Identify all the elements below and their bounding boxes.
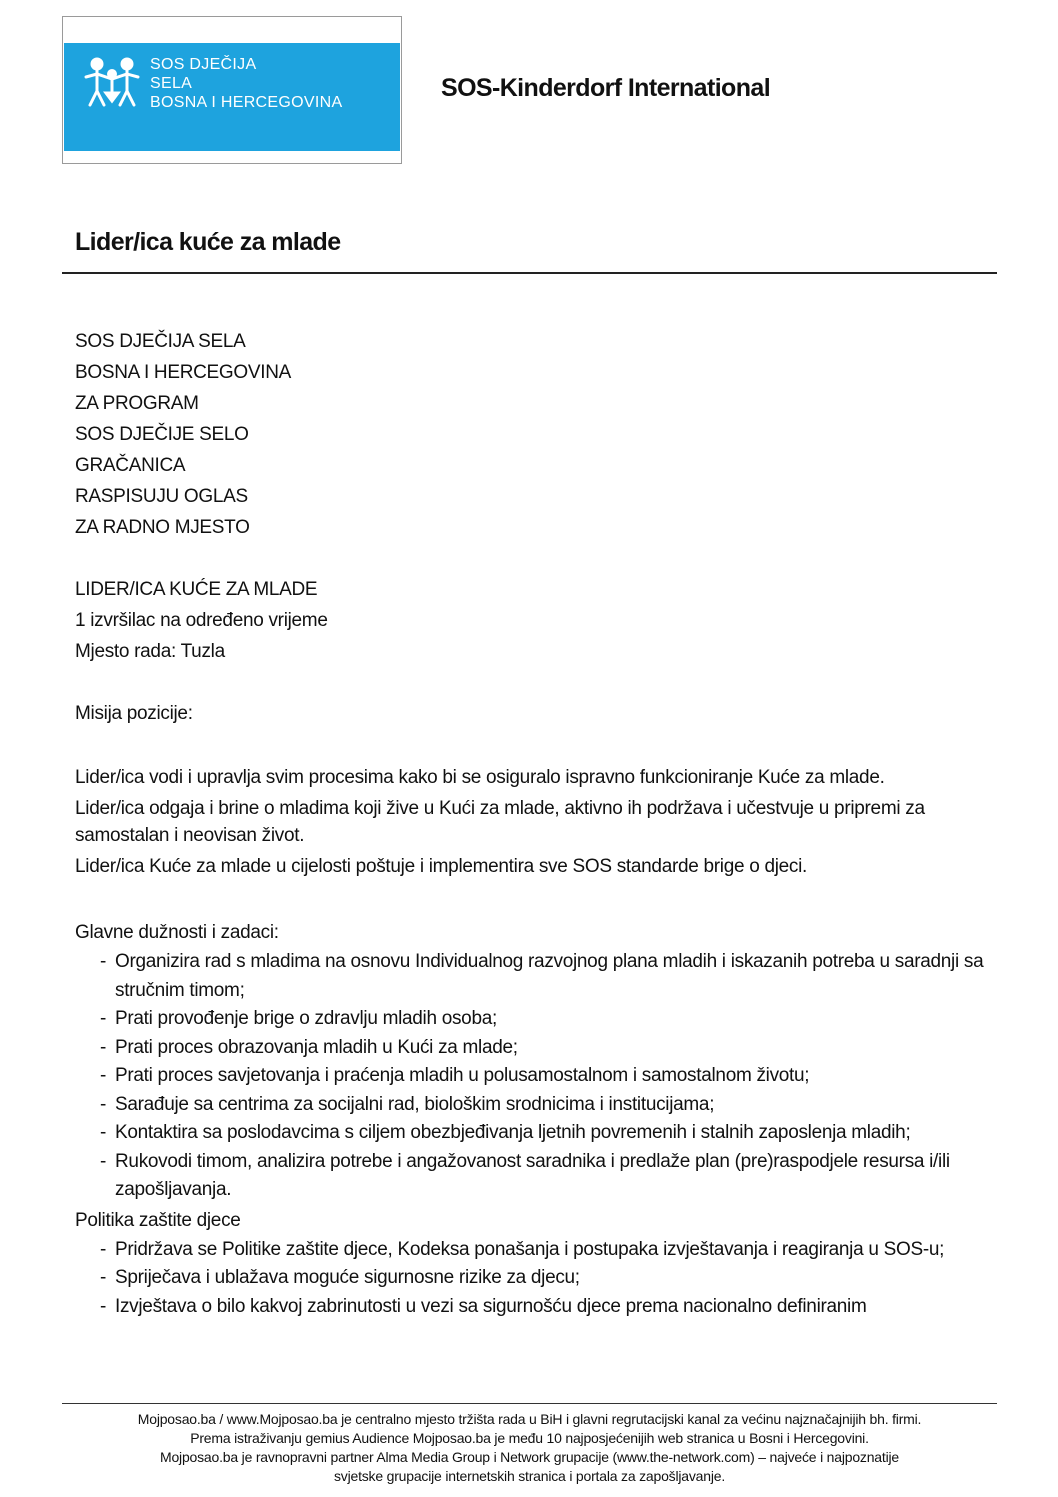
duties-heading: Glavne dužnosti i zadaci: xyxy=(75,922,279,943)
footer-line: Prema istraživanju gemius Audience Mojposao.ba je među 10 najposjećenijih web stranica u Bosni i Hercegovini. xyxy=(190,1430,869,1446)
page-footer xyxy=(62,1410,997,1486)
job-description xyxy=(75,326,990,1321)
list-item: - Prati proces obrazovanja mladih u Kući za mlade; xyxy=(100,1036,518,1058)
list-item-text: Spriječava i ublažava moguće sigurnosne rizike za djecu; xyxy=(115,1267,580,1288)
spacer xyxy=(75,884,990,917)
list-item-text: Prati proces obrazovanja mladih u Kući za mlade; xyxy=(115,1036,518,1058)
intro-line: SOS DJEČIJE SELO xyxy=(75,424,249,445)
duties-list xyxy=(75,948,990,1205)
intro-line: ZA PROGRAM xyxy=(75,393,199,414)
intro-line: SOS DJEČIJA SELA xyxy=(75,331,246,352)
list-item: - Kontaktira sa poslodavcima s ciljem obezbjeđivanja ljetnih povremenih i stalnih zaposlenja mladih; xyxy=(100,1122,911,1143)
list-item: - Spriječava i ublažava moguće sigurnosne rizike za djecu; xyxy=(100,1267,580,1288)
list-item-text: Pridržava se Politike zaštite djece, Kodeksa ponašanja i postupaka izvještavanja i reagiranja u SOS-u; xyxy=(115,1238,945,1260)
mission-paragraph: Lider/ica odgaja i brine o mladima koji žive u Kući za mlade, aktivno ih podržava i učestvuje u pripremi za samostalan i neovisan život. xyxy=(75,798,925,846)
organization-name: SOS-Kinderdorf International xyxy=(441,74,771,102)
mission-paragraph: Lider/ica vodi i upravlja svim procesima kako bi se osiguralo ispravno funkcioniranje Kuće za mlade. xyxy=(75,767,885,788)
intro-line: ZA RADNO MJESTO xyxy=(75,517,250,538)
list-item-text: Rukovodi timom, analizira potrebe i angažovanost saradnika i predlaže plan (pre)raspodjele resursa i/ili zapošljavanja. xyxy=(115,1150,950,1200)
spacer xyxy=(75,667,990,698)
intro-line: RASPISUJU OGLAS xyxy=(75,486,248,507)
logo-line: SELA xyxy=(150,75,193,92)
intro-line: GRAČANICA xyxy=(75,455,186,476)
list-item-text: Kontaktira sa poslodavcima s ciljem obezbjeđivanja ljetnih povremenih i stalnih zaposlenja mladih; xyxy=(115,1122,911,1143)
title-divider xyxy=(62,272,997,274)
footer-line: svjetske grupacije internetskih stranica i portala za zapošljavanje. xyxy=(333,1468,726,1484)
logo-banner xyxy=(64,43,400,151)
job-title: Lider/ica kuće za mlade xyxy=(75,228,341,256)
position-line: 1 izvršilac na određeno vrijeme xyxy=(75,610,328,631)
list-item: - Prati provođenje brige o zdravlju mladih osoba; xyxy=(100,1008,497,1029)
list-item: - Rukovodi timom, analizira potrebe i angažovanost saradnika i predlaže plan (pre)raspodjele resursa i/ili zapošljavanja. xyxy=(100,1150,950,1200)
list-item: - Prati proces savjetovanja i praćenja mladih u polusamostalnom i samostalnom životu; xyxy=(100,1065,810,1086)
logo-line: SOS DJEČIJA xyxy=(150,56,257,73)
position-line: Mjesto rada: Tuzla xyxy=(75,641,225,662)
policy-list xyxy=(75,1236,990,1322)
list-item: - Sarađuje sa centrima za socijalni rad, biološkim srodnicima i institucijama; xyxy=(100,1093,715,1115)
list-item: - Izvještava o bilo kakvoj zabrinutosti u vezi sa sigurnošću djece prema nacionalno definiranim xyxy=(100,1295,867,1317)
spacer xyxy=(75,729,990,764)
position-line: LIDER/ICA KUĆE ZA MLADE xyxy=(75,579,318,600)
spacer xyxy=(75,543,990,574)
list-item-text: Organizira rad s mladima na osnovu Individualnog razvojnog plana mladih i iskazanih potreba u saradnji sa stručnim timom; xyxy=(115,951,984,1001)
logo-wordmark xyxy=(150,55,342,112)
list-item-text: Prati provođenje brige o zdravlju mladih osoba; xyxy=(115,1008,497,1029)
list-item-text: Sarađuje sa centrima za socijalni rad, biološkim srodnicima i institucijama; xyxy=(115,1093,715,1115)
list-item: - Organizira rad s mladima na osnovu Individualnog razvojnog plana mladih i iskazanih potreba u saradnji sa stručnim timom; xyxy=(100,951,984,1001)
logo-line: BOSNA I HERCEGOVINA xyxy=(150,94,343,111)
list-item-text: Izvještava o bilo kakvoj zabrinutosti u vezi sa sigurnošću djece prema nacionalno definiranim xyxy=(115,1295,867,1317)
mission-heading: Misija pozicije: xyxy=(75,703,193,724)
mission-paragraph: Lider/ica Kuće za mlade u cijelosti poštuje i implementira sve SOS standarde brige o djeci. xyxy=(75,856,808,877)
organization-logo xyxy=(62,16,402,164)
footer-line: Mojposao.ba / www.Mojposao.ba je centralno mjesto tržišta rada u BiH i glavni regrutacijski kanal za većinu najznačajnijih bh. firmi. xyxy=(137,1411,922,1427)
policy-heading: Politika zaštite djece xyxy=(75,1209,241,1231)
list-item: - Pridržava se Politike zaštite djece, Kodeksa ponašanja i postupaka izvještavanja i reagiranja u SOS-u; xyxy=(100,1238,945,1260)
footer-line: Mojposao.ba je ravnopravni partner Alma Media Group i Network grupacije (www.the-network.com) – najveće i najpoznatije xyxy=(160,1449,899,1465)
intro-line: BOSNA I HERCEGOVINA xyxy=(75,362,292,383)
footer-divider xyxy=(62,1403,997,1404)
sos-children-emblem-icon xyxy=(82,55,142,109)
list-item-text: Prati proces savjetovanja i praćenja mladih u polusamostalnom i samostalnom životu; xyxy=(115,1065,810,1086)
